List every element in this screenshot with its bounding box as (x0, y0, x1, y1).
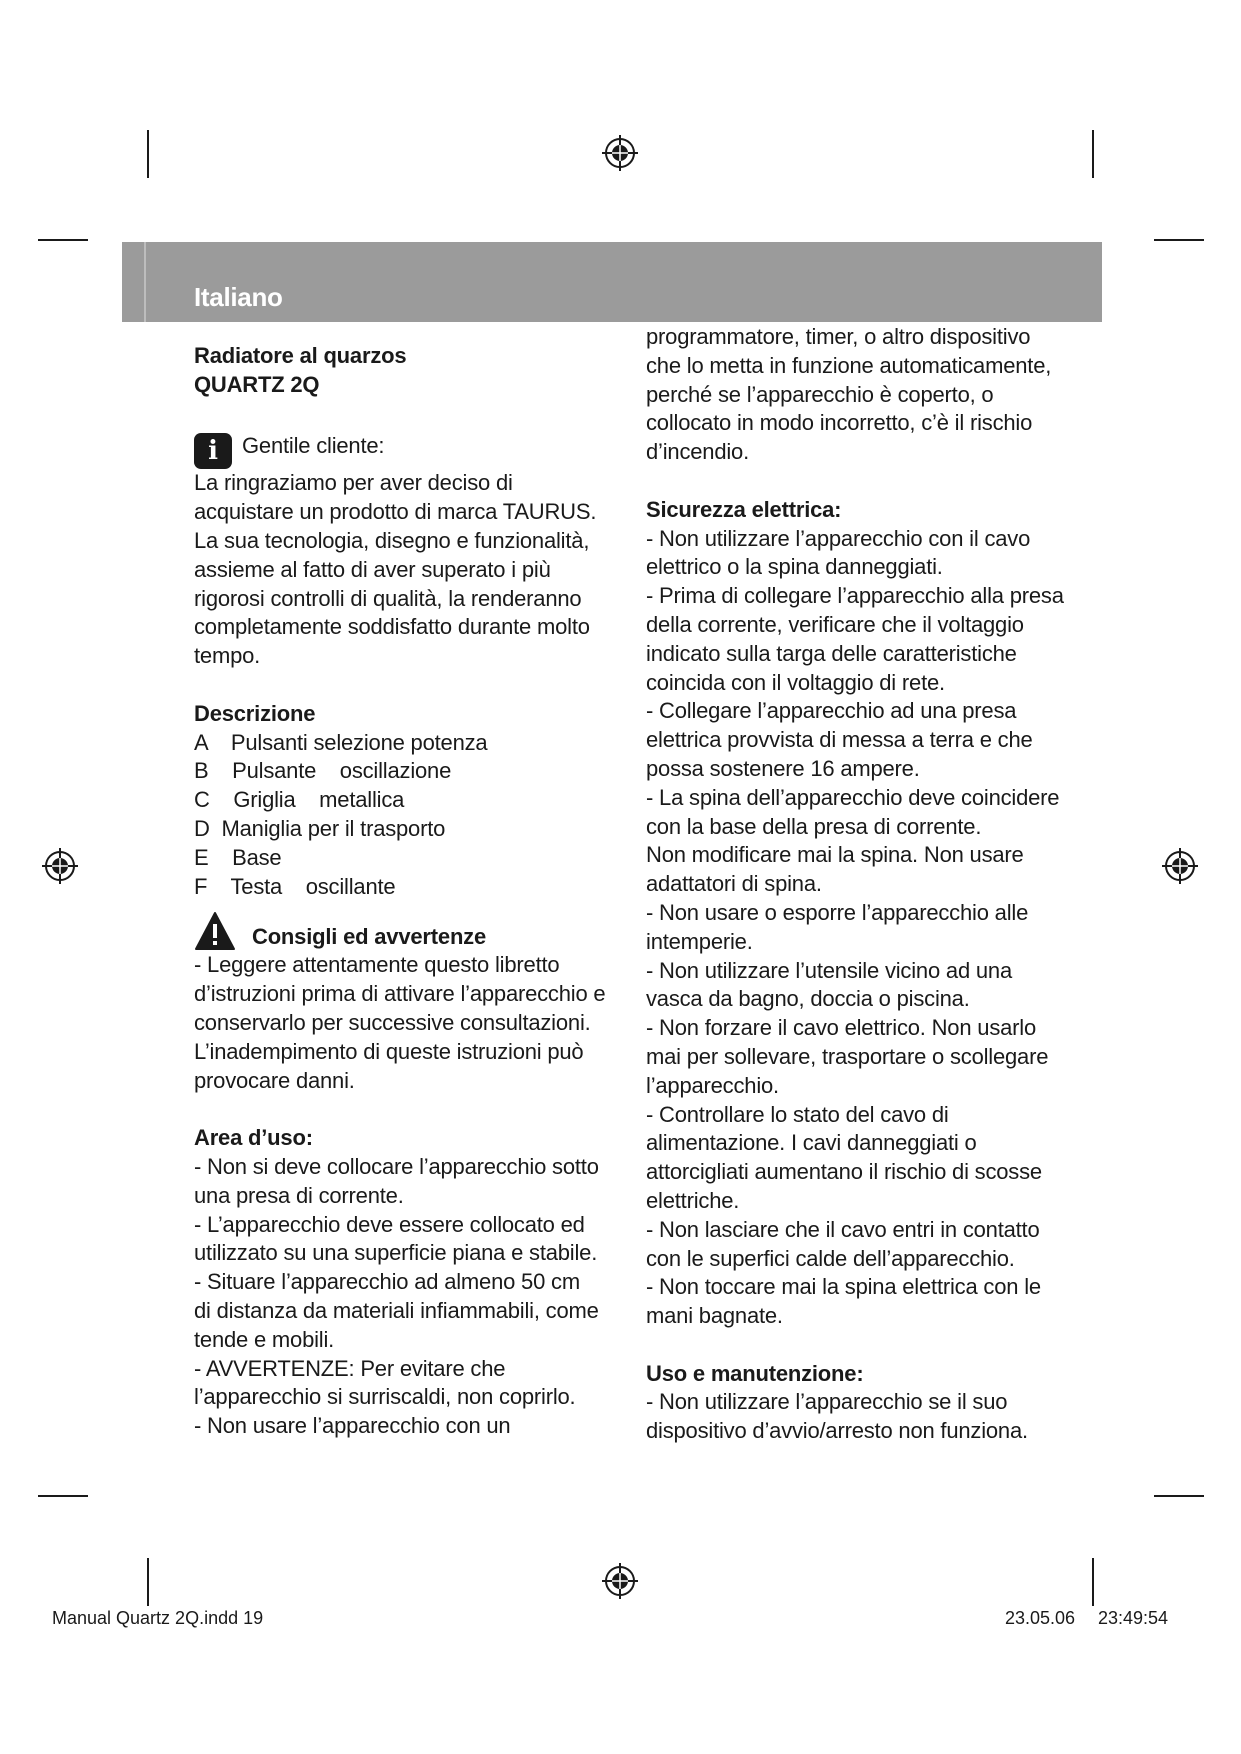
text-line: vasca da bagno, doccia o piscina. (646, 986, 970, 1012)
text-line: dispositivo d’avvio/arresto non funziona. (646, 1418, 1028, 1444)
intro-line: rigorosi controlli di qualità, la renderanno (194, 585, 582, 611)
usage-area-heading: Area d’uso: (194, 1125, 313, 1151)
text-line: - La spina dell’apparecchio deve coincidere (646, 784, 1060, 810)
text-line: che lo metta in funzione automaticamente, (646, 352, 1052, 378)
intro-line: tempo. (194, 643, 261, 669)
text-line: - Non utilizzare l’apparecchio con il cavo (646, 525, 1031, 551)
text-line: - L’apparecchio deve essere collocato ed (194, 1211, 585, 1237)
continuation-paragraph (646, 323, 1086, 467)
text-line: - Leggere attentamente questo libretto (194, 952, 560, 978)
text-line: tende e mobili. (194, 1326, 335, 1352)
text-line: provocare danni. (194, 1067, 355, 1093)
text-line: - Non utilizzare l’utensile vicino ad una (646, 957, 1012, 983)
text-line: - Controllare lo stato del cavo di (646, 1101, 949, 1127)
registration-mark-icon (1160, 846, 1200, 886)
crop-mark-right-bottom (1154, 1495, 1204, 1497)
crop-mark-left-top (38, 239, 88, 241)
maintenance-heading: Uso e manutenzione: (646, 1360, 864, 1386)
intro-line: La sua tecnologia, disegno e funzionalità, (194, 527, 590, 553)
intro-paragraph (194, 469, 614, 671)
crop-mark-bottom-left (147, 1558, 149, 1606)
text-line: - Prima di collegare l’apparecchio alla presa (646, 583, 1064, 609)
text-line: L’inadempimento di queste istruzioni può (194, 1038, 584, 1064)
registration-mark-icon (600, 133, 640, 173)
crop-mark-top-right (1092, 130, 1094, 178)
text-line: d’istruzioni prima di attivare l’apparecchio e (194, 981, 606, 1007)
text-line: programmatore, timer, o altro dispositivo (646, 324, 1031, 349)
text-line: una presa di corrente. (194, 1182, 404, 1208)
crop-mark-top-left (147, 130, 149, 178)
description-heading: Descrizione (194, 700, 316, 726)
header-stripe (144, 242, 146, 322)
product-model-line: QUARTZ 2Q (194, 371, 320, 397)
text-line: - Non lasciare che il cavo entri in contatto (646, 1216, 1040, 1242)
text-line: utilizzato su una superficie piana e stabile. (194, 1240, 598, 1266)
usage-area-paragraph (194, 1153, 614, 1441)
footer-time: 23:49:54 (1098, 1608, 1169, 1628)
warnings-heading-row (194, 911, 614, 951)
info-icon: i (194, 433, 232, 469)
text-line: - Collegare l’apparecchio ad una presa (646, 698, 1017, 724)
description-list (194, 729, 614, 902)
list-item: E Base (194, 844, 282, 870)
greeting-text: Gentile cliente: (242, 433, 385, 459)
warnings-paragraph (194, 951, 614, 1095)
text-line: - Non forzare il cavo elettrico. Non usarlo (646, 1015, 1037, 1041)
greeting-row (194, 432, 614, 469)
list-item: D Maniglia per il trasporto (194, 815, 446, 841)
maintenance-paragraph (646, 1388, 1086, 1446)
list-item: B Pulsante oscillazione (194, 758, 452, 784)
electrical-safety-paragraph (646, 525, 1086, 1331)
text-line: della corrente, verificare che il voltaggio (646, 611, 1024, 637)
list-item: A Pulsanti selezione potenza (194, 729, 488, 755)
intro-line: La ringraziamo per aver deciso di (194, 470, 513, 496)
language-title: Italiano (194, 282, 283, 312)
text-line: collocato in modo incorretto, c’è il rischio (646, 410, 1033, 436)
text-line: adattatori di spina. (646, 871, 822, 897)
warnings-heading: Consigli ed avvertenze (252, 923, 487, 949)
text-line: possa sostenere 16 ampere. (646, 755, 920, 781)
crop-mark-bottom-right (1092, 1558, 1094, 1606)
text-line: indicato sulla targa delle caratteristiche (646, 640, 1017, 666)
text-line: mani bagnate. (646, 1303, 783, 1329)
text-line: elettriche. (646, 1187, 740, 1213)
product-title-line: Radiatore al quarzos (194, 343, 407, 368)
registration-mark-icon (600, 1561, 640, 1601)
text-line: l’apparecchio. (646, 1072, 779, 1098)
text-line: attorcigliati aumentano il rischio di scosse (646, 1159, 1042, 1185)
text-line: d’incendio. (646, 439, 749, 465)
crop-mark-left-bottom (38, 1495, 88, 1497)
text-line: intemperie. (646, 928, 753, 954)
list-item: F Testa oscillante (194, 873, 396, 899)
text-line: elettrica provvista di messa a terra e che (646, 727, 1033, 753)
text-line: - Non si deve collocare l’apparecchio sotto (194, 1153, 599, 1179)
text-line: - AVVERTENZE: Per evitare che (194, 1355, 506, 1381)
warning-icon (194, 911, 236, 951)
text-line: Non modificare mai la spina. Non usare (646, 842, 1024, 868)
text-line: con le superfici calde dell’apparecchio. (646, 1245, 1015, 1271)
intro-line: assieme al fatto di aver superato i più (194, 556, 551, 582)
intro-line: acquistare un prodotto di marca TAURUS. (194, 499, 597, 525)
list-item: C Griglia metallica (194, 787, 405, 813)
text-line: conservarlo per successive consultazioni. (194, 1009, 591, 1035)
crop-mark-right-top (1154, 239, 1204, 241)
text-line: - Non usare l’apparecchio con un (194, 1413, 511, 1439)
text-line: alimentazione. I cavi danneggiati o (646, 1130, 977, 1156)
text-line: - Non toccare mai la spina elettrica con le (646, 1274, 1041, 1300)
text-line: coincida con il voltaggio di rete. (646, 669, 945, 695)
text-line: - Situare l’apparecchio ad almeno 50 cm (194, 1269, 580, 1295)
text-line: - Non usare o esporre l’apparecchio alle (646, 899, 1029, 925)
text-line: elettrico o la spina danneggiati. (646, 554, 943, 580)
text-line: l’apparecchio si surriscaldi, non coprirlo. (194, 1384, 576, 1410)
footer-date: 23.05.06 (1005, 1608, 1076, 1628)
text-line: mai per sollevare, trasportare o scollegare (646, 1043, 1049, 1069)
text-line: perché se l’apparecchio è coperto, o (646, 381, 994, 407)
right-column (646, 323, 1086, 1446)
intro-line: completamente soddisfatto durante molto (194, 614, 590, 640)
text-line: di distanza da materiali infiammabili, come (194, 1297, 599, 1323)
footer-filename: Manual Quartz 2Q.indd 19 (52, 1608, 264, 1628)
text-line: con la base della presa di corrente. (646, 813, 982, 839)
electrical-safety-heading: Sicurezza elettrica: (646, 496, 842, 522)
registration-mark-icon (40, 846, 80, 886)
text-line: - Non utilizzare l’apparecchio se il suo (646, 1389, 1008, 1415)
left-column (194, 342, 614, 1441)
language-header (122, 242, 1102, 322)
